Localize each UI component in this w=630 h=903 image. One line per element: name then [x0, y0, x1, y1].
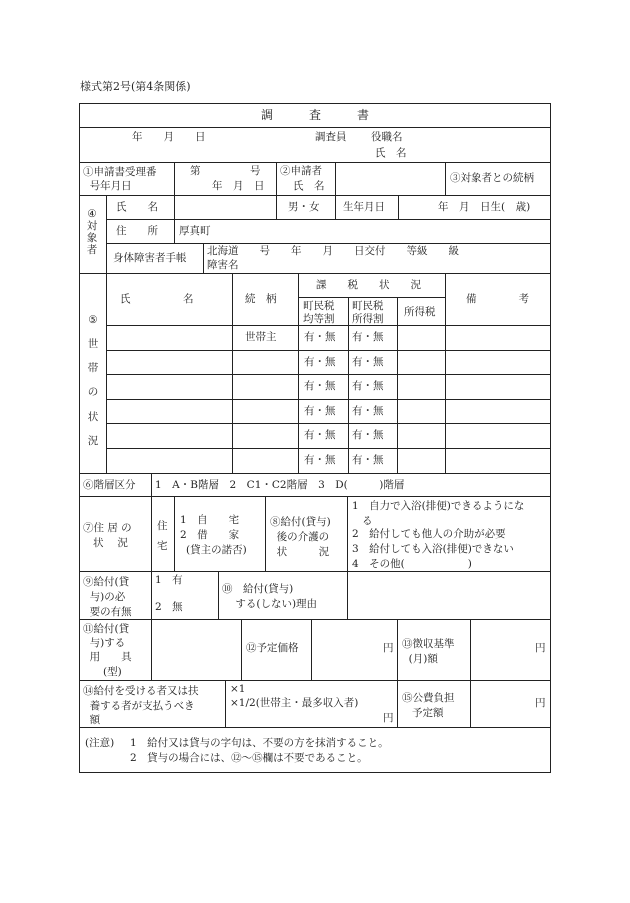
rule — [445, 273, 446, 473]
reason-label: ⑩ 給付(貸与) する(しない)理由 — [222, 583, 318, 611]
relation-label: ③対象者との続柄 — [450, 172, 534, 184]
rule — [106, 374, 551, 375]
rule — [276, 162, 277, 195]
public-yen: 円 — [535, 697, 546, 709]
rule — [241, 619, 242, 680]
rule — [79, 496, 551, 497]
rule — [106, 243, 551, 244]
rule — [335, 195, 336, 219]
household-tax1: 有・無 — [304, 380, 336, 392]
note-2: 2 貸与の場合には、⑫～⑮欄は不要であること。 — [130, 752, 368, 764]
housing-label: ⑦住 居 の 状 況 — [83, 522, 132, 550]
household-tax1: 有・無 — [304, 429, 336, 441]
rule — [79, 680, 551, 681]
household-col-tax1: 町民税 均等割 — [303, 300, 335, 326]
applicant-label: ②申請者 — [280, 165, 322, 177]
household-tax2: 有・無 — [352, 331, 384, 343]
rule — [225, 680, 226, 727]
rule — [232, 273, 233, 473]
household-tax2: 有・無 — [352, 356, 384, 368]
birth-value: 年 月 日生( 歳) — [438, 201, 531, 213]
household-tax1: 有・無 — [304, 454, 336, 466]
price-yen: 円 — [383, 642, 394, 654]
rule — [79, 162, 551, 163]
rule — [174, 162, 175, 195]
rule — [470, 619, 471, 680]
rule — [106, 350, 551, 351]
household-tax2: 有・無 — [352, 454, 384, 466]
rule — [335, 162, 336, 195]
gender-option: 男・女 — [288, 201, 320, 213]
handbook-label: 身体障害者手帳 — [113, 252, 187, 264]
need-label: ⑨給付(貸 与)の必 要の有無 — [83, 576, 132, 619]
rule — [174, 195, 175, 243]
receipt-number-go: 号 — [250, 165, 261, 177]
household-tax1: 有・無 — [304, 331, 336, 343]
rule — [151, 571, 152, 619]
household-tax1: 有・無 — [304, 356, 336, 368]
household-section-label: ⑤ 世 帯 の 状 況 — [87, 314, 99, 447]
rule — [106, 423, 551, 424]
housing-option-1: 1 自 宅 — [180, 514, 240, 526]
receipt-date: 年 月 日 — [212, 180, 265, 192]
pay-x1: ×1 — [230, 683, 246, 695]
rule — [347, 571, 348, 619]
housing-option-3: (貸主の諾否) — [186, 544, 247, 556]
household-col-relation: 続 柄 — [245, 293, 277, 305]
rule — [445, 162, 446, 195]
public-label: ⑮公費負担 予定額 — [402, 692, 455, 719]
household-col-tax2: 町民税 所得割 — [352, 300, 384, 326]
rule — [79, 571, 551, 572]
rule — [347, 496, 348, 571]
household-relation: 世帯主 — [245, 331, 277, 343]
handbook-disability: 障害名 — [207, 259, 239, 271]
investigator-label: 調査員 — [315, 131, 347, 143]
price-label: ⑫予定価格 — [246, 642, 299, 654]
household-tax2: 有・無 — [352, 380, 384, 392]
household-col-name: 氏 名 — [120, 293, 194, 305]
birth-label: 生年月日 — [343, 201, 385, 213]
form-number-label: 様式第2号(第4条関係) — [80, 80, 191, 93]
rule — [79, 273, 551, 274]
rule — [397, 297, 398, 473]
equip-label: ⑪給付(貸 与)する 用 具 (型) — [83, 623, 132, 678]
rule — [298, 273, 299, 473]
household-tax1: 有・無 — [304, 405, 336, 417]
rule — [106, 448, 551, 449]
rule — [79, 473, 551, 474]
household-tax2: 有・無 — [352, 429, 384, 441]
receipt-label: ①申請書受理番 号年月日 — [83, 166, 157, 192]
household-col-notes: 備 考 — [466, 293, 529, 305]
address-value: 厚真町 — [179, 225, 211, 237]
note-1: 1 給付又は貸与の字句は、不要の方を抹消すること。 — [130, 737, 389, 749]
standard-label: ⑬徴収基準 (月)額 — [402, 638, 455, 665]
care-label: ⑧給付(貸与) 後の介護の 状 況 — [270, 516, 331, 559]
pay-yen: 円 — [383, 712, 394, 724]
handbook-issue: 北海道 号 年 月 日交付 等級 級 — [207, 245, 459, 257]
date-field: 年 月 日 — [132, 131, 206, 143]
need-yes: 1 有 — [155, 574, 183, 586]
rule — [298, 297, 445, 298]
document-title: 調 査 書 — [260, 108, 369, 122]
rule — [79, 619, 551, 620]
rule — [265, 496, 266, 571]
rule — [151, 473, 152, 496]
rule — [79, 195, 551, 196]
care-option-4: 4 その他( ) — [352, 558, 472, 570]
rule — [174, 496, 175, 571]
rule — [276, 195, 277, 219]
housing-option-2: 2 借 家 — [180, 529, 240, 541]
rule — [218, 571, 219, 619]
rule — [106, 219, 551, 220]
household-col-tax: 課 税 状 況 — [316, 279, 421, 291]
rule — [79, 127, 551, 128]
pay-x2: ×1/2(世帯主・最多収入者) — [230, 697, 359, 709]
rule — [311, 619, 312, 680]
rule — [106, 399, 551, 400]
rule — [203, 243, 204, 273]
pay-label: ⑭給付を受ける者又は扶 養する者が支払うべき 額 — [83, 685, 199, 727]
investigator-name-label: 氏 名 — [375, 147, 407, 159]
care-option-1: 1 自力で入浴(排便)できるようにな る — [352, 500, 525, 528]
rule — [397, 680, 398, 727]
rule — [151, 619, 152, 680]
subject-section-label: ④ 対 象 者 — [86, 208, 98, 257]
post-name-label: 役職名 — [371, 131, 403, 143]
rule — [106, 195, 107, 473]
household-col-tax3: 所得税 — [404, 306, 436, 318]
rule — [398, 195, 399, 219]
need-no: 2 無 — [155, 601, 183, 613]
applicant-name-label: 氏 名 — [293, 180, 325, 192]
housing-sub: 住 宅 — [157, 520, 168, 552]
rule — [348, 297, 349, 473]
care-option-3: 3 給付しても入浴(排便)できない — [352, 543, 514, 555]
care-option-2: 2 給付しても他人の介助が必要 — [352, 528, 506, 540]
rule — [151, 496, 152, 571]
rule — [397, 619, 398, 680]
standard-yen: 円 — [535, 642, 546, 654]
address-label: 住 所 — [116, 225, 158, 237]
rule — [470, 680, 471, 727]
class-label: ⑥階層区分 — [83, 479, 136, 491]
household-tax2: 有・無 — [352, 405, 384, 417]
receipt-number-dai: 第 — [190, 165, 201, 177]
subject-name-label: 氏 名 — [116, 201, 158, 213]
class-value: 1 A・B階層 2 C1・C2階層 3 D( )階層 — [155, 479, 405, 491]
notes-head: (注意) — [85, 737, 115, 749]
